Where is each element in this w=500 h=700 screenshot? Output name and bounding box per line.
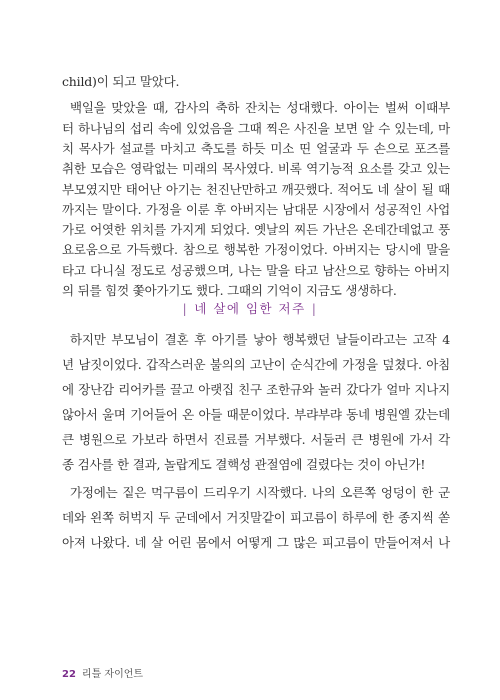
text-line: 까지는 말이다. 가정을 이룬 후 아버지는 남대문 시장에서 성공적인 사업 bbox=[62, 201, 450, 217]
text-line: 종 검사를 한 결과, 놀랍게도 결핵성 관절염에 걸렸다는 것이 아닌가! bbox=[62, 457, 426, 472]
section-heading bbox=[0, 299, 500, 317]
text-line: 아져 나왔다. 네 살 어린 몸에서 어떻게 그 많은 피고름이 만들어져서 나 bbox=[62, 535, 450, 550]
text-line: 의 뒤를 힘껏 쫓아가기도 했다. 그때의 기억이 지금도 생생하다. bbox=[62, 283, 397, 298]
text-line: 년 남짓이었다. 갑작스러운 불의의 고난이 순식간에 가정을 덮쳤다. 아침 bbox=[62, 357, 450, 372]
text-line: 취한 모습은 영락없는 미래의 목사였다. 비록 역기능적 요소를 갖고 있는 bbox=[62, 161, 450, 177]
heading-bar-left: | bbox=[182, 301, 189, 316]
text-line: 가로 어엿한 위치를 가지게 되었다. 옛날의 찌든 가난은 온데간데없고 풍 bbox=[62, 222, 450, 238]
heading-bar-right: | bbox=[311, 301, 318, 316]
page-number: 22 bbox=[62, 669, 76, 680]
text-line: 하지만 부모님이 결혼 후 아기를 낳아 행복했던 날들이라고는 고작 4 bbox=[70, 332, 450, 347]
text-line: 큰 병원으로 가보라 하면서 진료를 거부했다. 서둘러 큰 병원에 가서 각 bbox=[62, 432, 450, 447]
text-line: 백일을 맞았을 때, 감사의 축하 잔치는 성대했다. 아이는 벌써 이때부 bbox=[70, 100, 450, 116]
text-line: 요로움으로 가득했다. 참으로 행복한 가정이었다. 아버지는 당시에 말을 bbox=[62, 242, 450, 258]
text-line: 가정에는 짙은 먹구름이 드리우기 시작했다. 나의 오른쪽 엉덩이 한 군 bbox=[70, 485, 450, 500]
page-footer bbox=[62, 665, 143, 680]
text-line: 타고 다니실 정도로 성공했으며, 나는 말을 타고 남산으로 향하는 아버지 bbox=[62, 262, 450, 278]
text-line: 부모였지만 태어난 아기는 천진난만하고 깨끗했다. 적어도 네 살이 될 때 bbox=[62, 181, 450, 197]
running-title: 리틀 자이언트 bbox=[81, 669, 144, 680]
text-line: 치 목사가 설교를 마치고 축도를 하듯 미소 띤 얼굴과 두 손으로 포즈를 bbox=[62, 140, 450, 156]
text-line: 에 장난감 리어카를 끌고 아랫집 친구 조한규와 놀러 갔다가 얼마 지나지 bbox=[62, 382, 450, 397]
section-heading-text: 네 살에 임한 저주 bbox=[194, 301, 306, 316]
text-line: child)이 되고 말았다. bbox=[62, 74, 180, 89]
text-line: 터 하나님의 섭리 속에 있었음을 그때 찍은 사진을 보면 알 수 있는데, 마 bbox=[62, 120, 450, 136]
text-line: 데와 왼쪽 허벅지 두 군데에서 거짓말같이 피고름이 하루에 한 종지씩 쏟 bbox=[62, 510, 450, 525]
text-line: 않아서 울며 기어들어 온 아들 때문이었다. 부랴부랴 동네 병원엘 갔는데 bbox=[62, 407, 450, 422]
